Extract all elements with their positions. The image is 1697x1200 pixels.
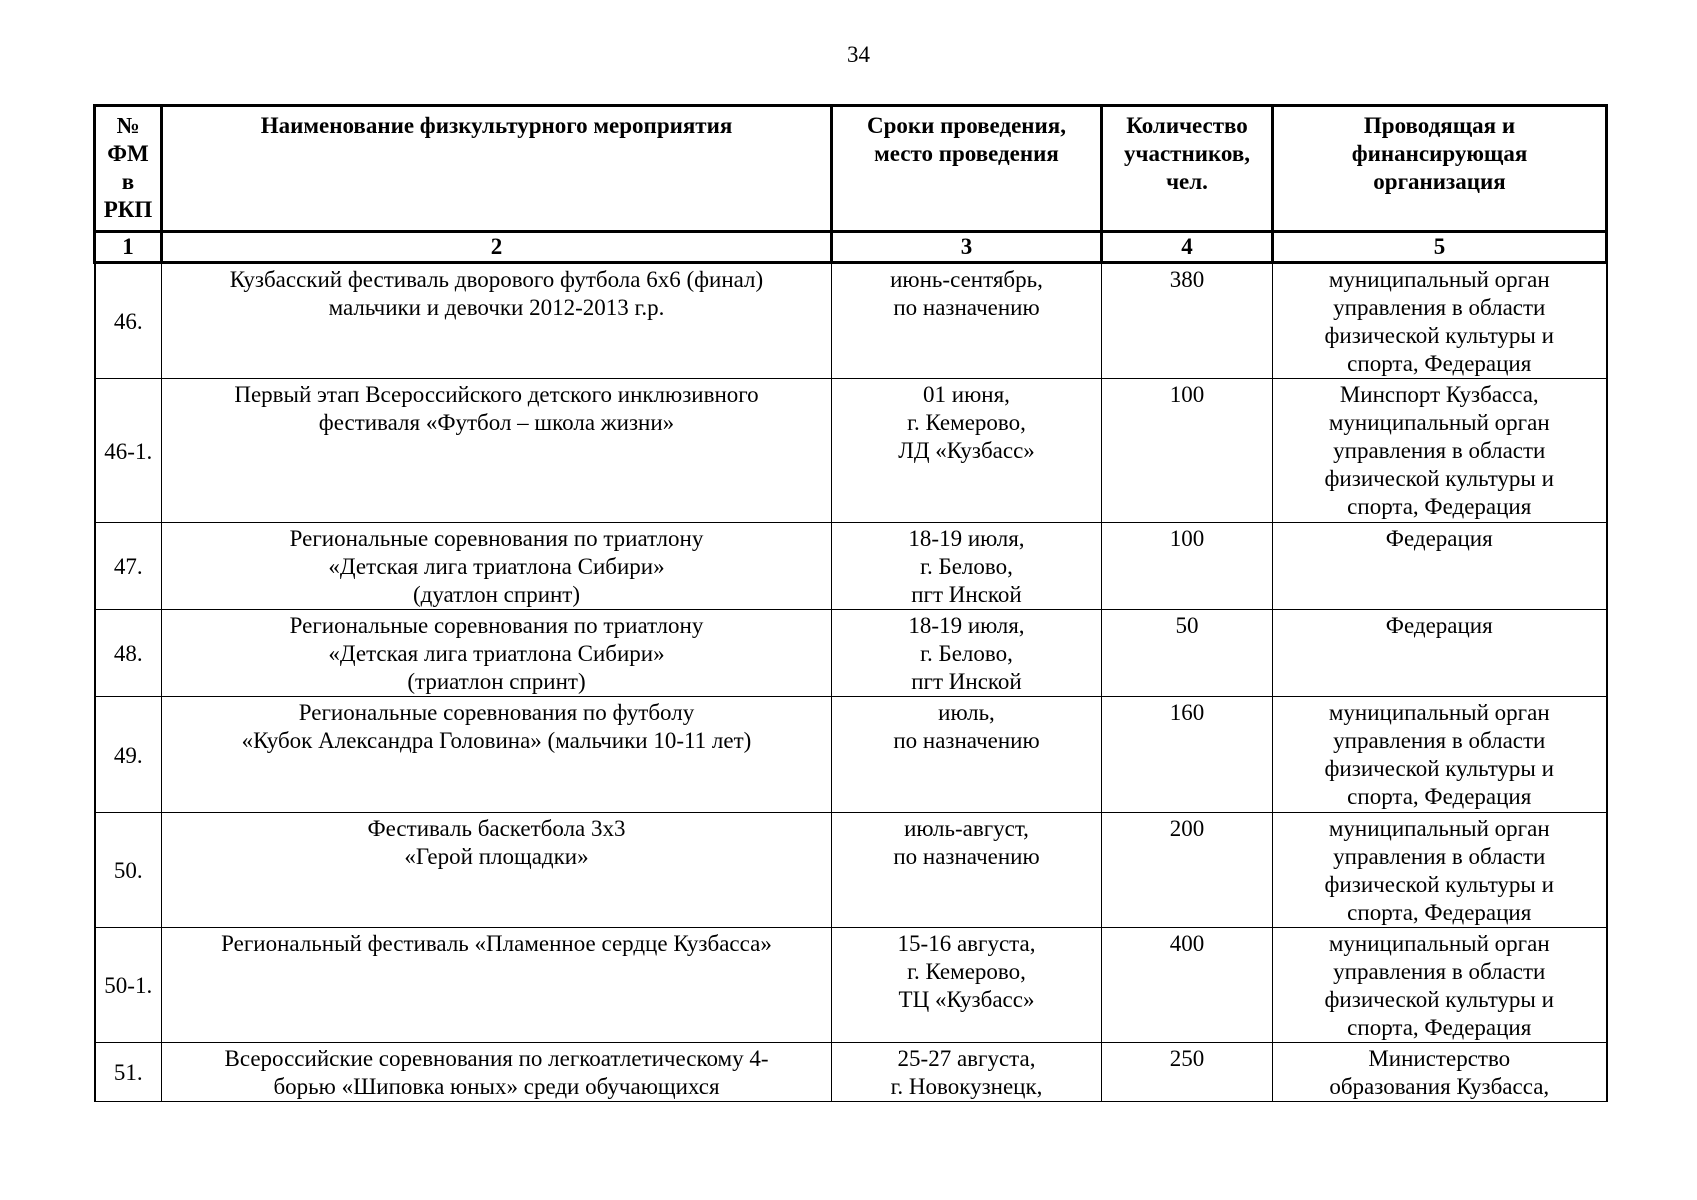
row-number: 49. xyxy=(95,697,162,813)
column-number: 5 xyxy=(1273,232,1607,263)
event-name: Региональный фестиваль «Пламенное сердце Кузбасса» xyxy=(162,928,832,1043)
row-number: 50-1. xyxy=(95,928,162,1043)
column-number: 4 xyxy=(1102,232,1273,263)
header-event-name: Наименование физкультурного мероприятия xyxy=(162,106,832,232)
table-row xyxy=(95,610,1607,697)
row-number: 47. xyxy=(95,523,162,610)
header-organization: Проводящая и финансирующая организация xyxy=(1273,106,1607,232)
event-organization: Министерство образования Кузбасса, xyxy=(1273,1043,1607,1102)
column-number: 2 xyxy=(162,232,832,263)
page-number: 34 xyxy=(847,42,870,67)
table-row xyxy=(95,1043,1607,1102)
event-dates: 01 июня, г. Кемерово, ЛД «Кузбасс» xyxy=(832,379,1102,523)
event-participants: 380 xyxy=(1102,263,1273,379)
event-name: Региональные соревнования по футболу «Кубок Александра Головина» (мальчики 10-11 лет) xyxy=(162,697,832,813)
row-number: 46. xyxy=(95,263,162,379)
row-number: 48. xyxy=(95,610,162,697)
table-row xyxy=(95,263,1607,379)
event-organization: муниципальный орган управления в области физической культуры и спорта, Федерация xyxy=(1273,697,1607,813)
header-number: № ФМ в РКП xyxy=(95,106,162,232)
column-number: 1 xyxy=(95,232,162,263)
event-dates: 18-19 июля, г. Белово, пгт Инской xyxy=(832,610,1102,697)
event-dates: июнь-сентябрь, по назначению xyxy=(832,263,1102,379)
event-organization: муниципальный орган управления в области физической культуры и спорта, Федерация xyxy=(1273,928,1607,1043)
event-organization: Федерация xyxy=(1273,610,1607,697)
event-name: Фестиваль баскетбола 3х3 «Герой площадки» xyxy=(162,813,832,928)
event-dates: 25-27 августа, г. Новокузнецк, xyxy=(832,1043,1102,1102)
event-participants: 160 xyxy=(1102,697,1273,813)
column-number-row xyxy=(95,232,1607,263)
event-name: Региональные соревнования по триатлону «Детская лига триатлона Сибири» (дуатлон спринт) xyxy=(162,523,832,610)
row-number: 50. xyxy=(95,813,162,928)
row-number: 46-1. xyxy=(95,379,162,523)
event-name: Всероссийские соревнования по легкоатлетическому 4- борью «Шиповка юных» среди обучающихся xyxy=(162,1043,832,1102)
event-organization: Минспорт Кузбасса, муниципальный орган управления в области физической культуры и спорта, Федерация xyxy=(1273,379,1607,523)
table-row xyxy=(95,379,1607,523)
event-participants: 100 xyxy=(1102,523,1273,610)
event-name: Первый этап Всероссийского детского инклюзивного фестиваля «Футбол – школа жизни» xyxy=(162,379,832,523)
header-participants: Количество участников, чел. xyxy=(1102,106,1273,232)
table-row xyxy=(95,697,1607,813)
event-dates: июль-август, по назначению xyxy=(832,813,1102,928)
table-row xyxy=(95,813,1607,928)
event-participants: 200 xyxy=(1102,813,1273,928)
event-dates: 18-19 июля, г. Белово, пгт Инской xyxy=(832,523,1102,610)
event-organization: Федерация xyxy=(1273,523,1607,610)
header-dates-place: Сроки проведения, место проведения xyxy=(832,106,1102,232)
table-row xyxy=(95,523,1607,610)
event-name: Региональные соревнования по триатлону «Детская лига триатлона Сибири» (триатлон спринт) xyxy=(162,610,832,697)
event-name: Кузбасский фестиваль дворового футбола 6х6 (финал) мальчики и девочки 2012-2013 г.р. xyxy=(162,263,832,379)
table-header-row xyxy=(95,106,1607,232)
event-dates: 15-16 августа, г. Кемерово, ТЦ «Кузбасс» xyxy=(832,928,1102,1043)
row-number: 51. xyxy=(95,1043,162,1102)
event-participants: 50 xyxy=(1102,610,1273,697)
event-participants: 250 xyxy=(1102,1043,1273,1102)
event-organization: муниципальный орган управления в области физической культуры и спорта, Федерация xyxy=(1273,813,1607,928)
event-participants: 100 xyxy=(1102,379,1273,523)
event-participants: 400 xyxy=(1102,928,1273,1043)
column-number: 3 xyxy=(832,232,1102,263)
table-row xyxy=(95,928,1607,1043)
event-organization: муниципальный орган управления в области физической культуры и спорта, Федерация xyxy=(1273,263,1607,379)
event-dates: июль, по назначению xyxy=(832,697,1102,813)
events-table xyxy=(93,104,1608,1102)
